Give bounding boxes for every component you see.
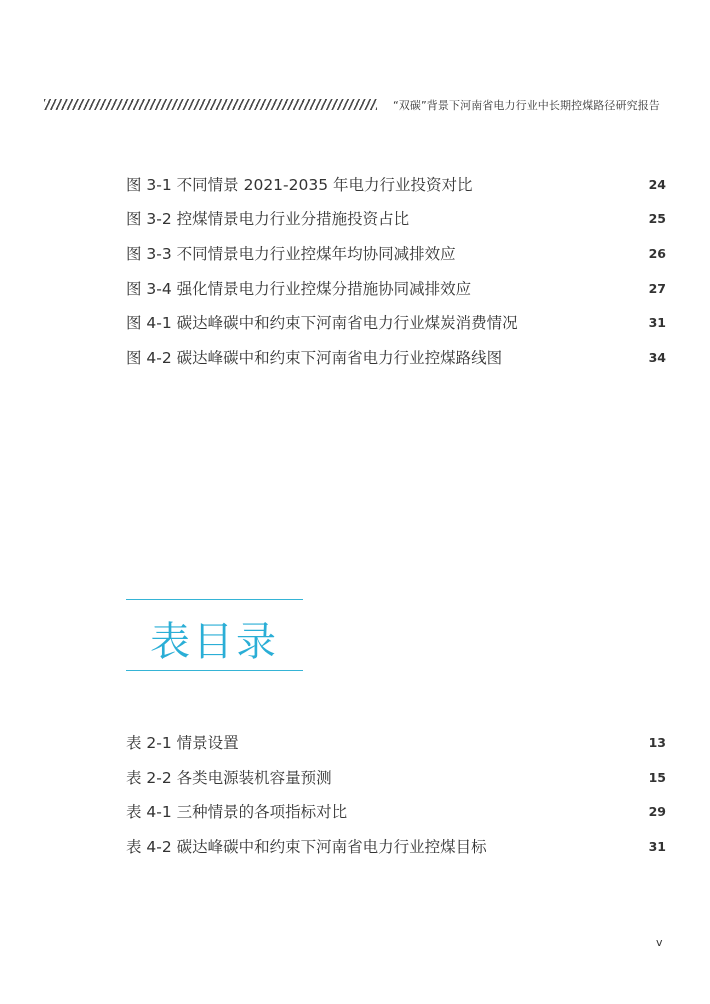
toc-page: 29 [648,803,666,819]
toc-page: 26 [648,245,666,261]
toc-row[interactable] [126,172,666,196]
toc-page: 31 [648,838,666,854]
toc-row[interactable] [126,765,666,789]
toc-page: 25 [648,210,666,226]
toc-row[interactable] [126,276,666,300]
toc-row[interactable] [126,799,666,823]
toc-row[interactable] [126,730,666,754]
toc-page: 27 [648,280,666,296]
header-stripes [44,99,377,110]
toc-label: 表 2-2 各类电源装机容量预测 [126,769,332,787]
section-heading [126,599,303,671]
toc-label: 表 2-1 情景设置 [126,734,239,752]
toc-page: 31 [648,314,666,330]
toc-label: 图 3-4 强化情景电力行业控煤分措施协同减排效应 [126,280,472,298]
toc-label: 图 3-2 控煤情景电力行业分措施投资占比 [126,210,410,228]
header-title: “双碳”背景下河南省电力行业中长期控煤路径研究报告 [393,99,660,112]
toc-row[interactable] [126,345,666,369]
toc-page: 34 [648,349,666,365]
toc-label: 图 3-1 不同情景 2021-2035 年电力行业投资对比 [126,176,473,194]
toc-label: 图 4-1 碳达峰碳中和约束下河南省电力行业煤炭消费情况 [126,314,518,332]
toc-row[interactable] [126,206,666,230]
section-heading-text: 表目录 [150,619,279,665]
toc-page: 24 [648,176,666,192]
toc-page: 15 [648,769,666,785]
toc-label: 表 4-2 碳达峰碳中和约束下河南省电力行业控煤目标 [126,838,487,856]
toc-label: 图 4-2 碳达峰碳中和约束下河南省电力行业控煤路线图 [126,349,503,367]
toc-page: 13 [648,734,666,750]
toc-row[interactable] [126,241,666,265]
toc-label: 图 3-3 不同情景电力行业控煤年均协同减排效应 [126,245,456,263]
toc-row[interactable] [126,310,666,334]
page-number: v [656,936,663,949]
toc-row[interactable] [126,834,666,858]
toc-label: 表 4-1 三种情景的各项指标对比 [126,803,348,821]
